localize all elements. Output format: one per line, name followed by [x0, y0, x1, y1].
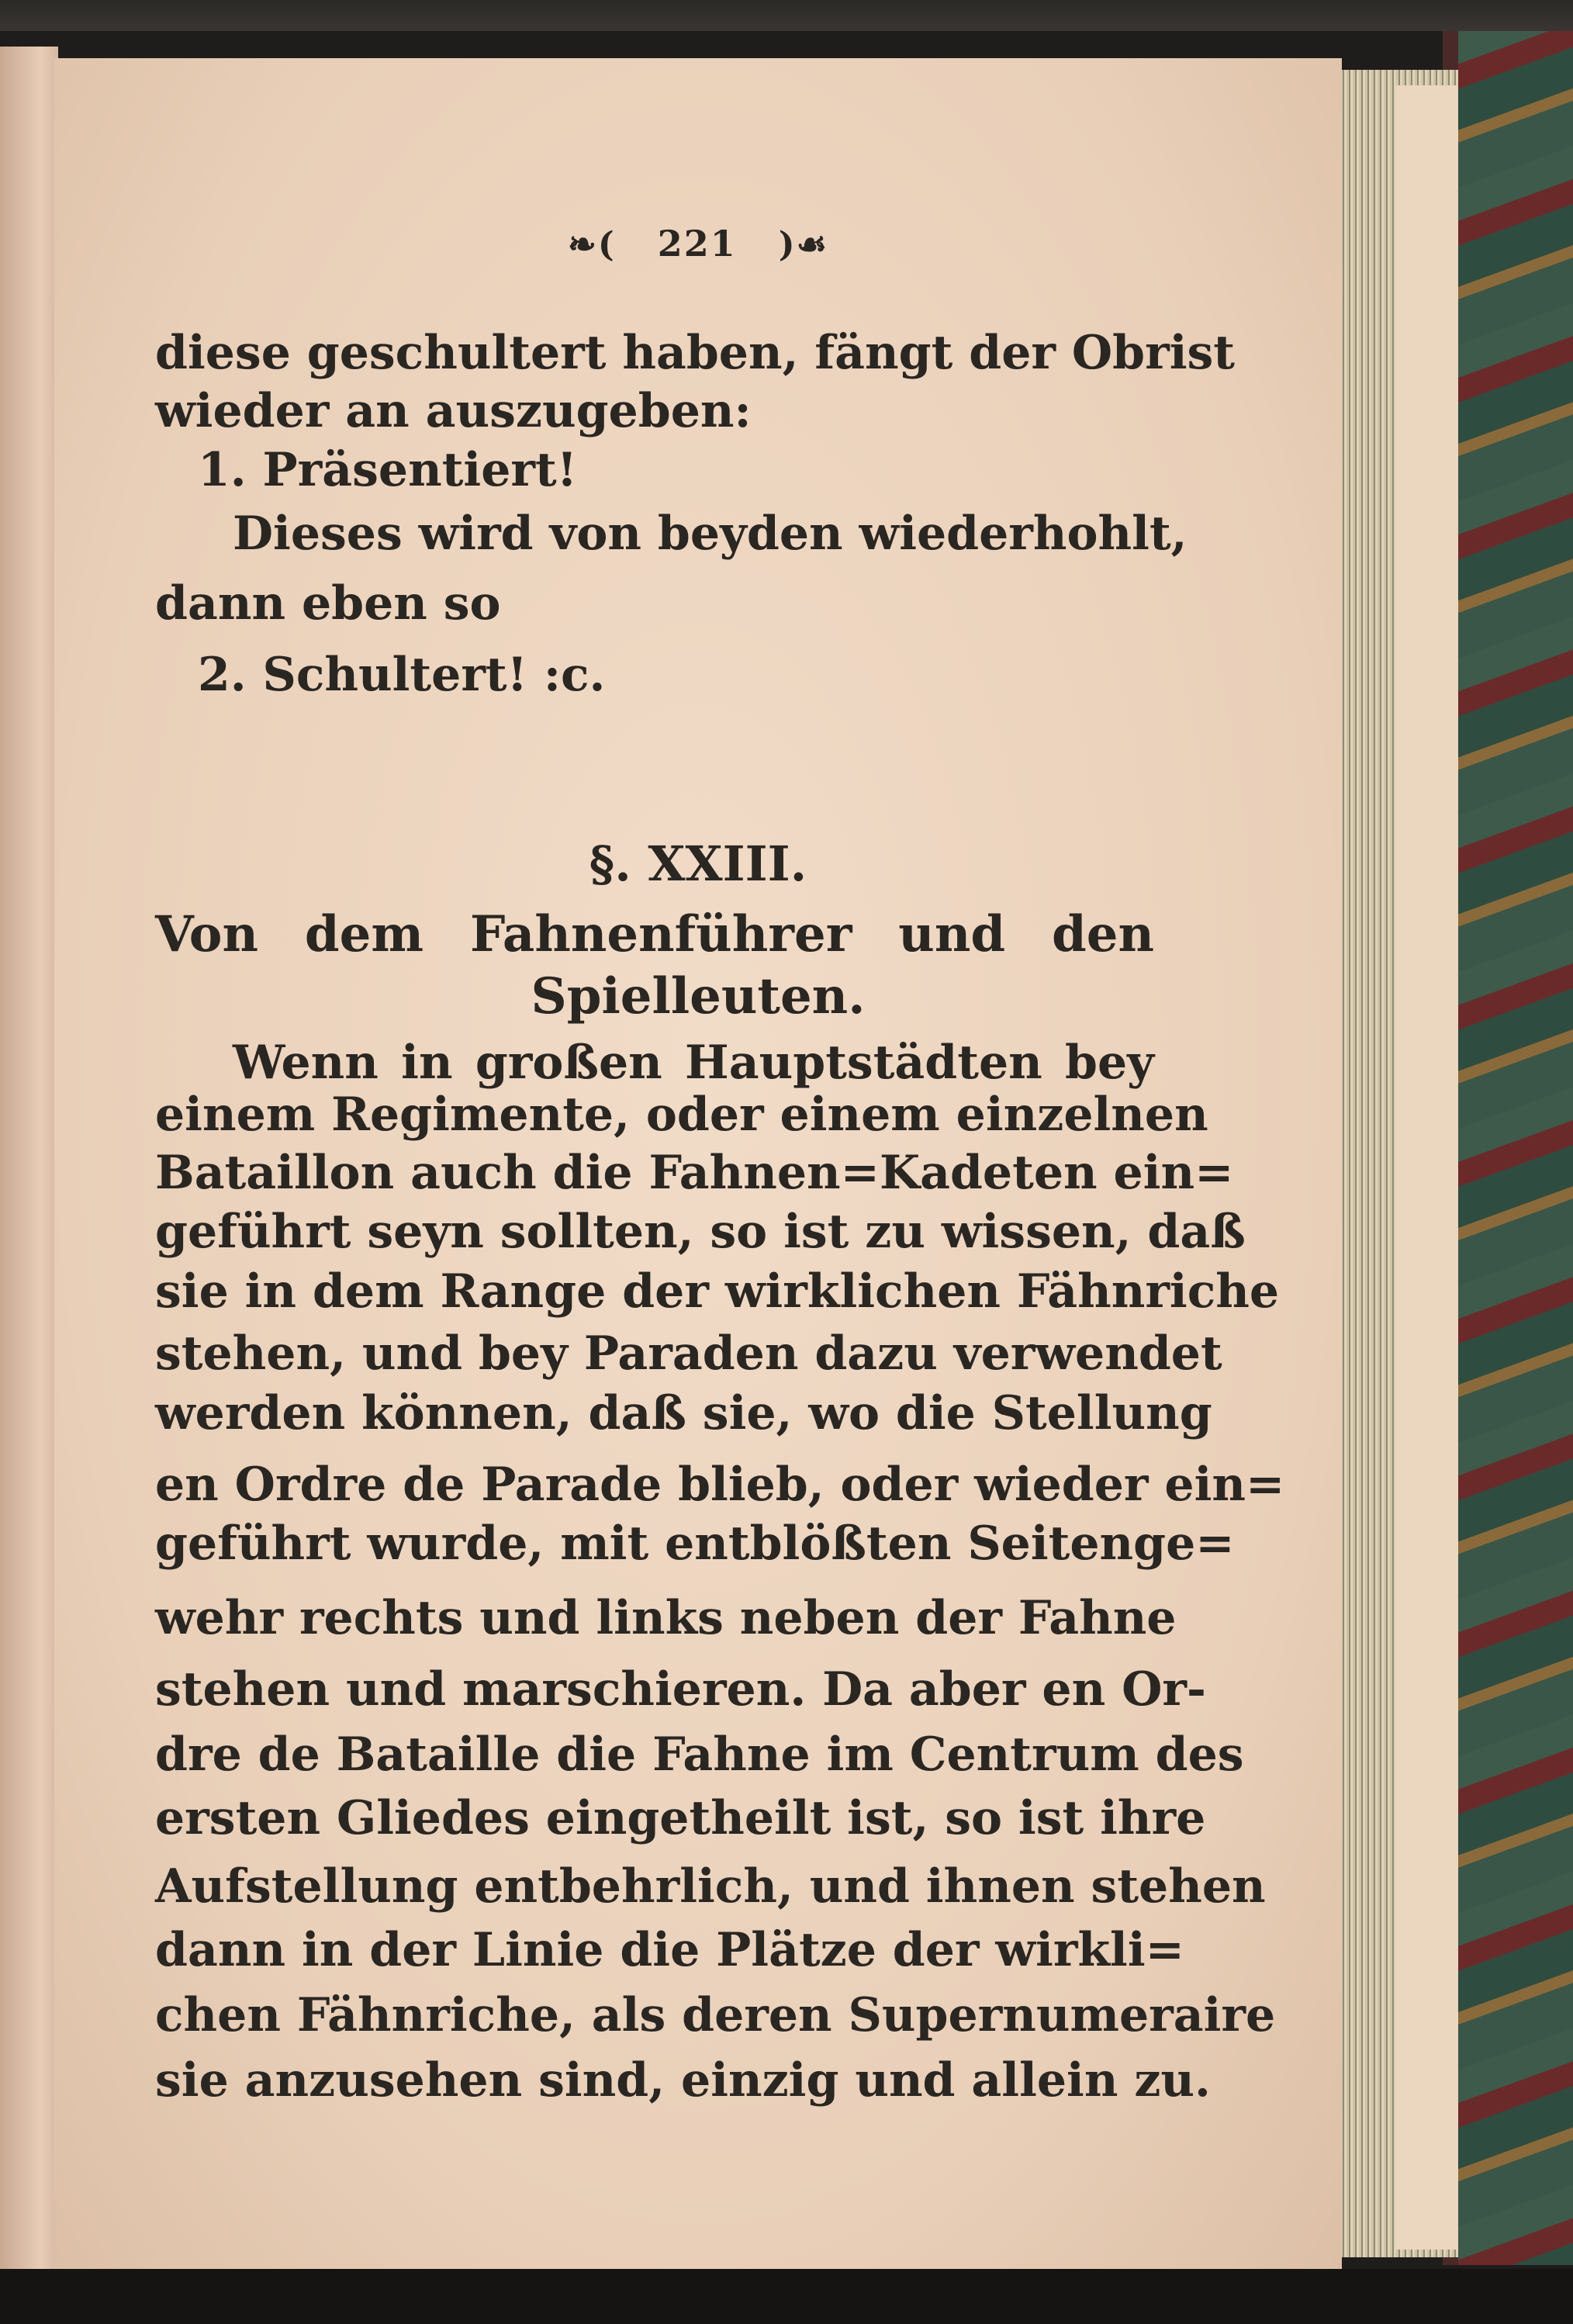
paragraph-line: en Ordre de Parade blieb, oder wieder ein=	[155, 1458, 1285, 1512]
page-number-header	[54, 223, 1342, 265]
text-line: 1. Präsentiert!	[198, 443, 578, 497]
paragraph-line: geführt wurde, mit entblößten Seitenge=	[155, 1516, 1235, 1571]
marbled-cover	[1458, 31, 1573, 2265]
paragraph-line: ersten Gliedes eingetheilt ist, so ist ihre	[155, 1791, 1206, 1845]
paragraph-line: Bataillon auch die Fahnen=Kadeten ein=	[155, 1146, 1234, 1200]
text-line: 2. Schultert! :c.	[198, 648, 606, 702]
text-line: diese geschultert haben, fängt der Obrist	[155, 326, 1235, 380]
paragraph-line: dann in der Linie die Plätze der wirkli=	[155, 1923, 1184, 1977]
section-heading-line1: Von dem Fahnenführer und den	[155, 905, 1154, 963]
paragraph-line: dre de Bataille die Fahne im Centrum des	[155, 1727, 1244, 1782]
paragraph-line: werden können, daß sie, wo die Stellung	[155, 1386, 1212, 1440]
text-line: dann eben so	[155, 576, 501, 631]
paragraph-line: Wenn in großen Hauptstädten bey	[233, 1036, 1154, 1090]
section-heading-line2: Spielleuten.	[531, 967, 866, 1025]
page-number: 221	[657, 223, 737, 265]
paragraph-line: einem Regimente, oder einem einzelnen	[155, 1088, 1208, 1142]
paragraph-line: wehr rechts und links neben der Fahne	[155, 1591, 1177, 1645]
paragraph-line: sie anzusehen sind, einzig und allein zu.	[155, 2053, 1211, 2108]
scan-background-bottom	[0, 2269, 1573, 2324]
facing-page-edge	[0, 47, 58, 2273]
book-page	[54, 58, 1342, 2269]
ornament-right-icon: )☙	[778, 225, 829, 265]
paragraph-line: geführt seyn sollten, so ist zu wissen, daß	[155, 1205, 1246, 1259]
paragraph-line: stehen, und bey Paraden dazu verwendet	[155, 1326, 1222, 1381]
text-line: Dieses wird von beyden wiederhohlt,	[233, 507, 1188, 561]
paragraph-line: sie in dem Range der wirklichen Fähnriche	[155, 1264, 1280, 1319]
ornament-left-icon: ❧(	[567, 225, 616, 265]
text-line: wieder an auszugeben:	[155, 384, 752, 438]
paragraph-line: chen Fähnriche, als deren Supernumeraire	[155, 1988, 1276, 2042]
page-stack-inner	[1396, 85, 1458, 2250]
paragraph-line: stehen und marschieren. Da aber en Or-	[155, 1662, 1206, 1717]
paragraph-line: Aufstellung entbehrlich, und ihnen stehen	[155, 1859, 1266, 1914]
section-number: §. XXIII.	[589, 835, 807, 892]
scan-background-top	[0, 0, 1573, 31]
